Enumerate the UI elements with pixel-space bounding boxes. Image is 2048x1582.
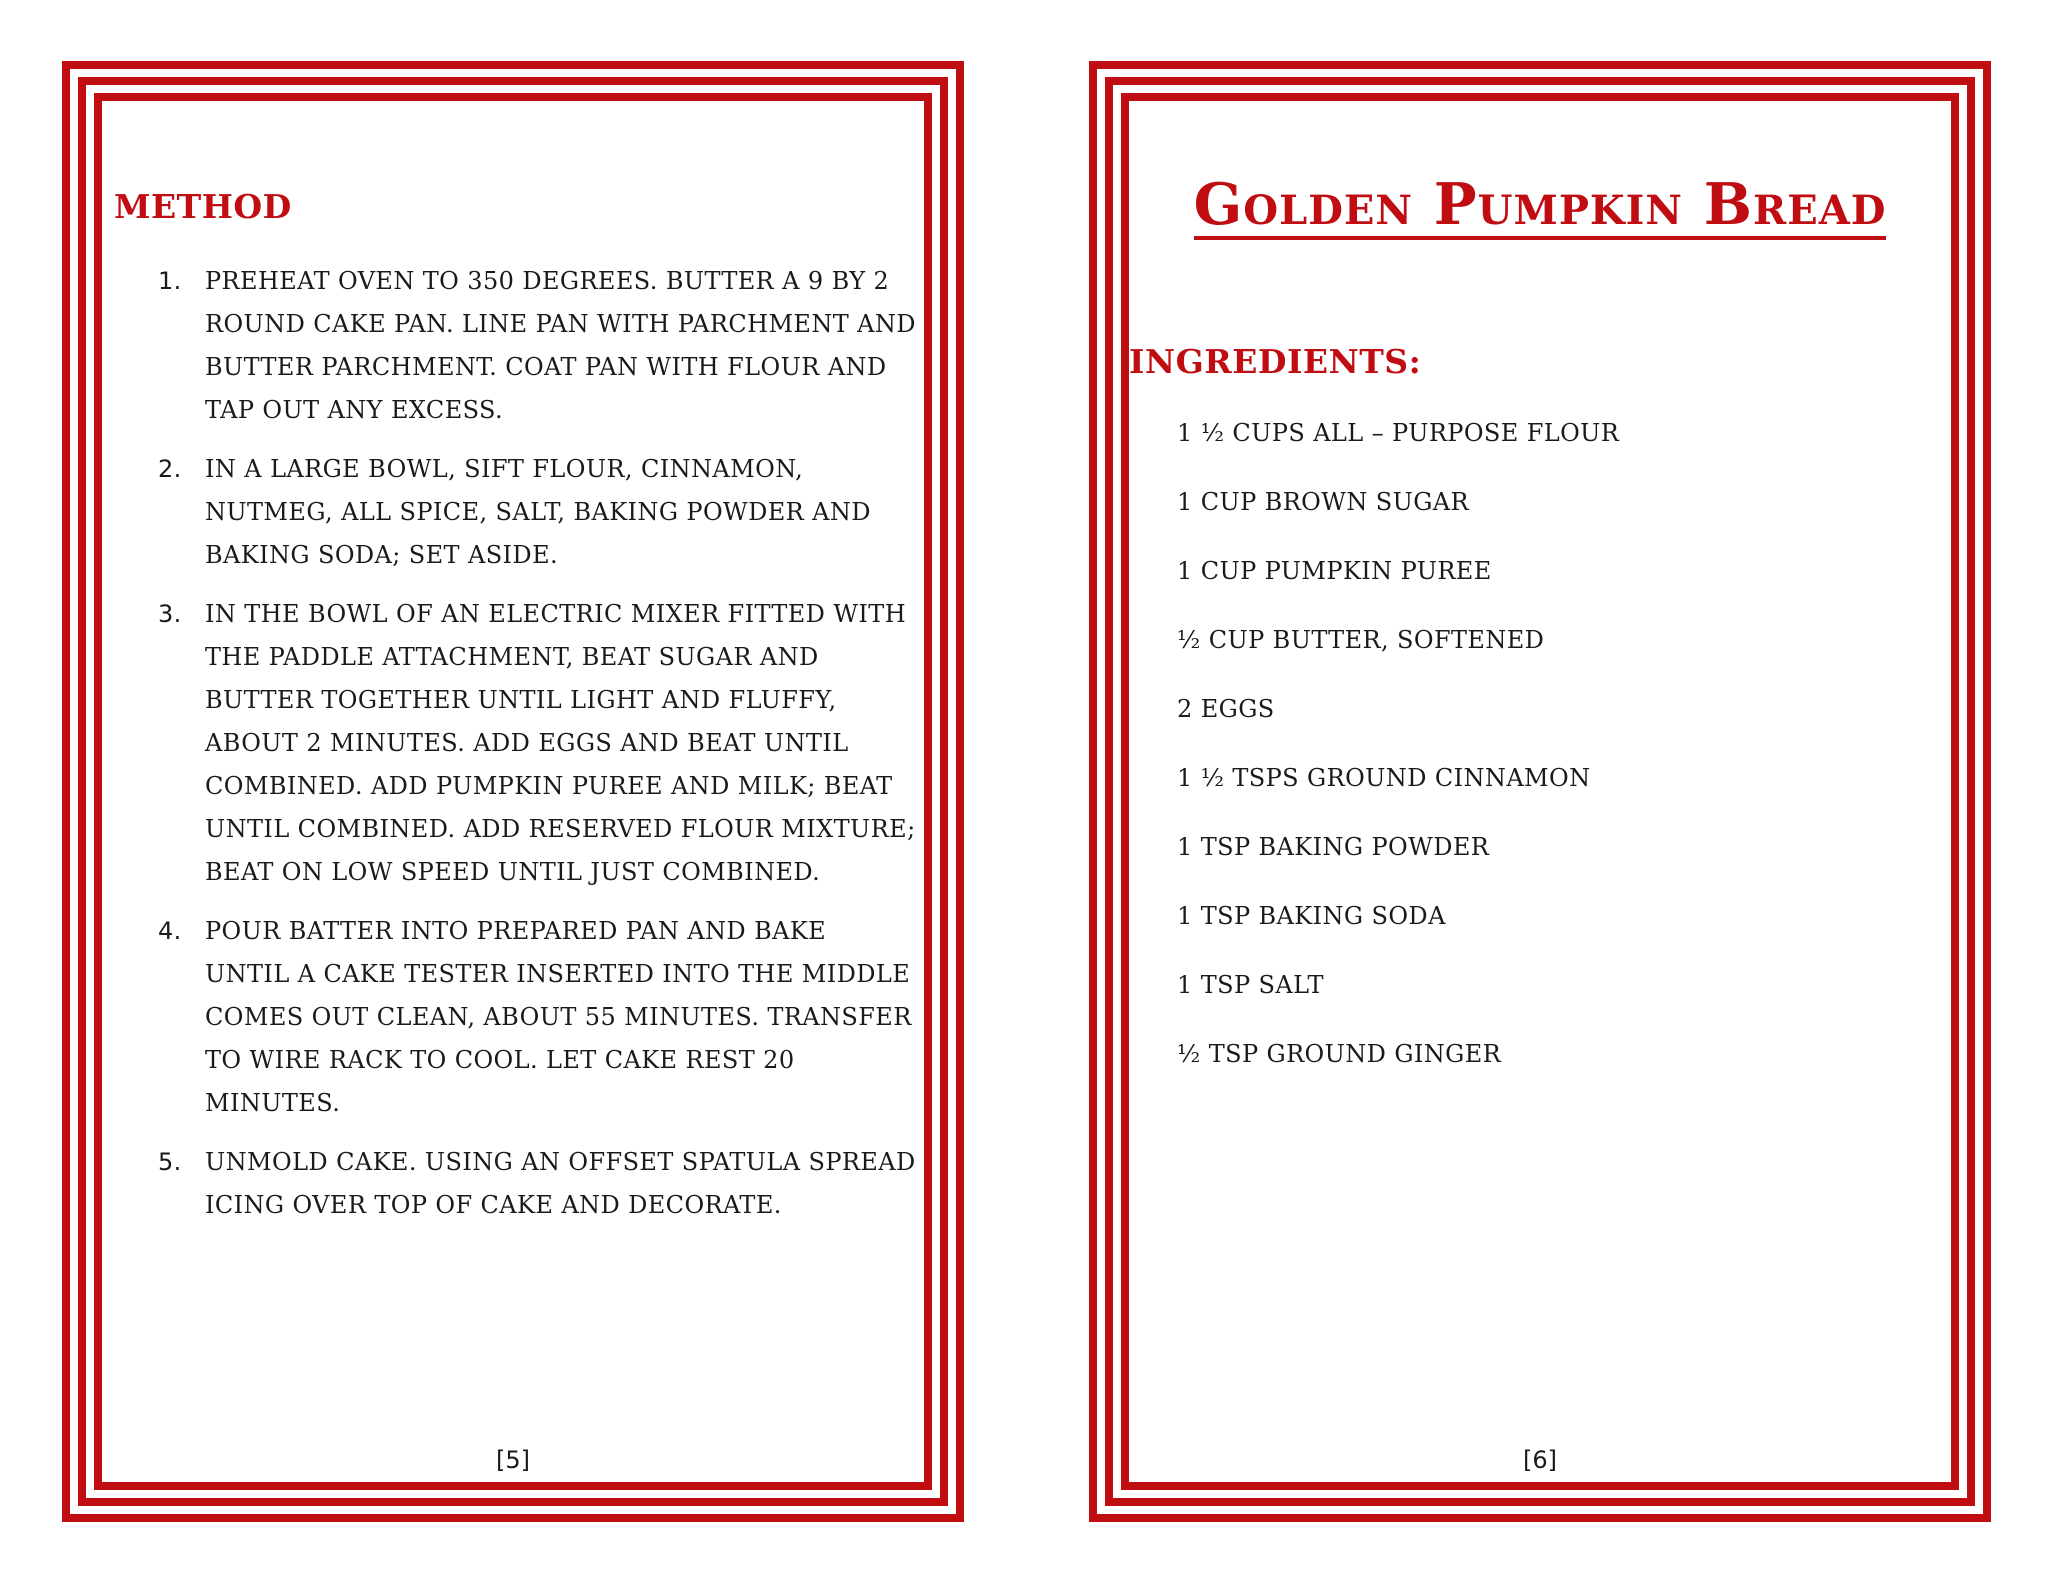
- step-number: 5.: [158, 1148, 182, 1176]
- method-step: [158, 593, 918, 894]
- method-step: [158, 1141, 918, 1227]
- recipe-title: [1129, 171, 1951, 240]
- step-text: POUR BATTER INTO PREPARED PAN AND BAKE UNTIL A CAKE TESTER INSERTED INTO THE MIDDLE COMES OUT CLEAN, ABOUT 55 MINUTES. TRANSFER TO WIRE RACK TO COOL. LET CAKE REST 20 MINUTES.: [205, 917, 912, 1117]
- step-text: UNMOLD CAKE. USING AN OFFSET SPATULA SPREAD ICING OVER TOP OF CAKE AND DECORATE.: [205, 1148, 916, 1219]
- recipe-title-text: Golden Pumpkin Bread: [1193, 171, 1887, 238]
- ingredient-item: 2 EGGS: [1177, 695, 1275, 723]
- ingredient-item: ½ CUP BUTTER, SOFTENED: [1177, 626, 1545, 654]
- method-step: [158, 448, 918, 577]
- step-number: 1.: [158, 267, 182, 295]
- step-text: PREHEAT OVEN TO 350 DEGREES. BUTTER A 9 BY 2 ROUND CAKE PAN. LINE PAN WITH PARCHMENT AND BUTTER PARCHMENT. COAT PAN WITH FLOUR AND TAP OUT ANY EXCESS.: [205, 267, 916, 424]
- method-list: [158, 260, 918, 1243]
- ingredient-item: 1 TSP BAKING POWDER: [1177, 833, 1490, 861]
- page-content: [1129, 101, 1951, 1482]
- step-text: IN THE BOWL OF AN ELECTRIC MIXER FITTED WITH THE PADDLE ATTACHMENT, BEAT SUGAR AND BUTTER TOGETHER UNTIL LIGHT AND FLUFFY, ABOUT 2 MINUTES. ADD EGGS AND BEAT UNTIL COMBINED. ADD PUMPKIN PUREE AND MILK; BEAT UNTIL COMBINED. ADD RESERVED FLOUR MIXTURE; BEAT ON LOW SPEED UNTIL JUST COMBINED.: [205, 600, 916, 886]
- ingredients-heading: INGREDIENTS:: [1129, 342, 1422, 381]
- ingredient-item: ½ TSP GROUND GINGER: [1177, 1040, 1502, 1068]
- page-right: [1089, 61, 1991, 1522]
- step-number: 3.: [158, 600, 182, 628]
- method-step: [158, 910, 918, 1125]
- ingredient-item: 1 TSP SALT: [1177, 971, 1324, 999]
- step-number: 2.: [158, 455, 182, 483]
- ingredient-item: 1 CUP PUMPKIN PUREE: [1177, 557, 1492, 585]
- ingredient-item: 1 ½ CUPS ALL – PURPOSE FLOUR: [1177, 419, 1620, 447]
- ingredients-list: [1177, 416, 1619, 1106]
- step-text: IN A LARGE BOWL, SIFT FLOUR, CINNAMON, NUTMEG, ALL SPICE, SALT, BAKING POWDER AND BAKING SODA; SET ASIDE.: [205, 455, 871, 569]
- page-left: [62, 61, 964, 1522]
- page-number: [6]: [1523, 1446, 1557, 1474]
- method-step: [158, 260, 918, 432]
- method-heading: METHOD: [114, 187, 292, 226]
- step-number: 4.: [158, 917, 182, 945]
- page-content: [102, 101, 924, 1482]
- ingredient-item: 1 ½ TSPS GROUND CINNAMON: [1177, 764, 1591, 792]
- ingredient-item: 1 CUP BROWN SUGAR: [1177, 488, 1469, 516]
- ingredient-item: 1 TSP BAKING SODA: [1177, 902, 1446, 930]
- page-number: [5]: [496, 1446, 530, 1474]
